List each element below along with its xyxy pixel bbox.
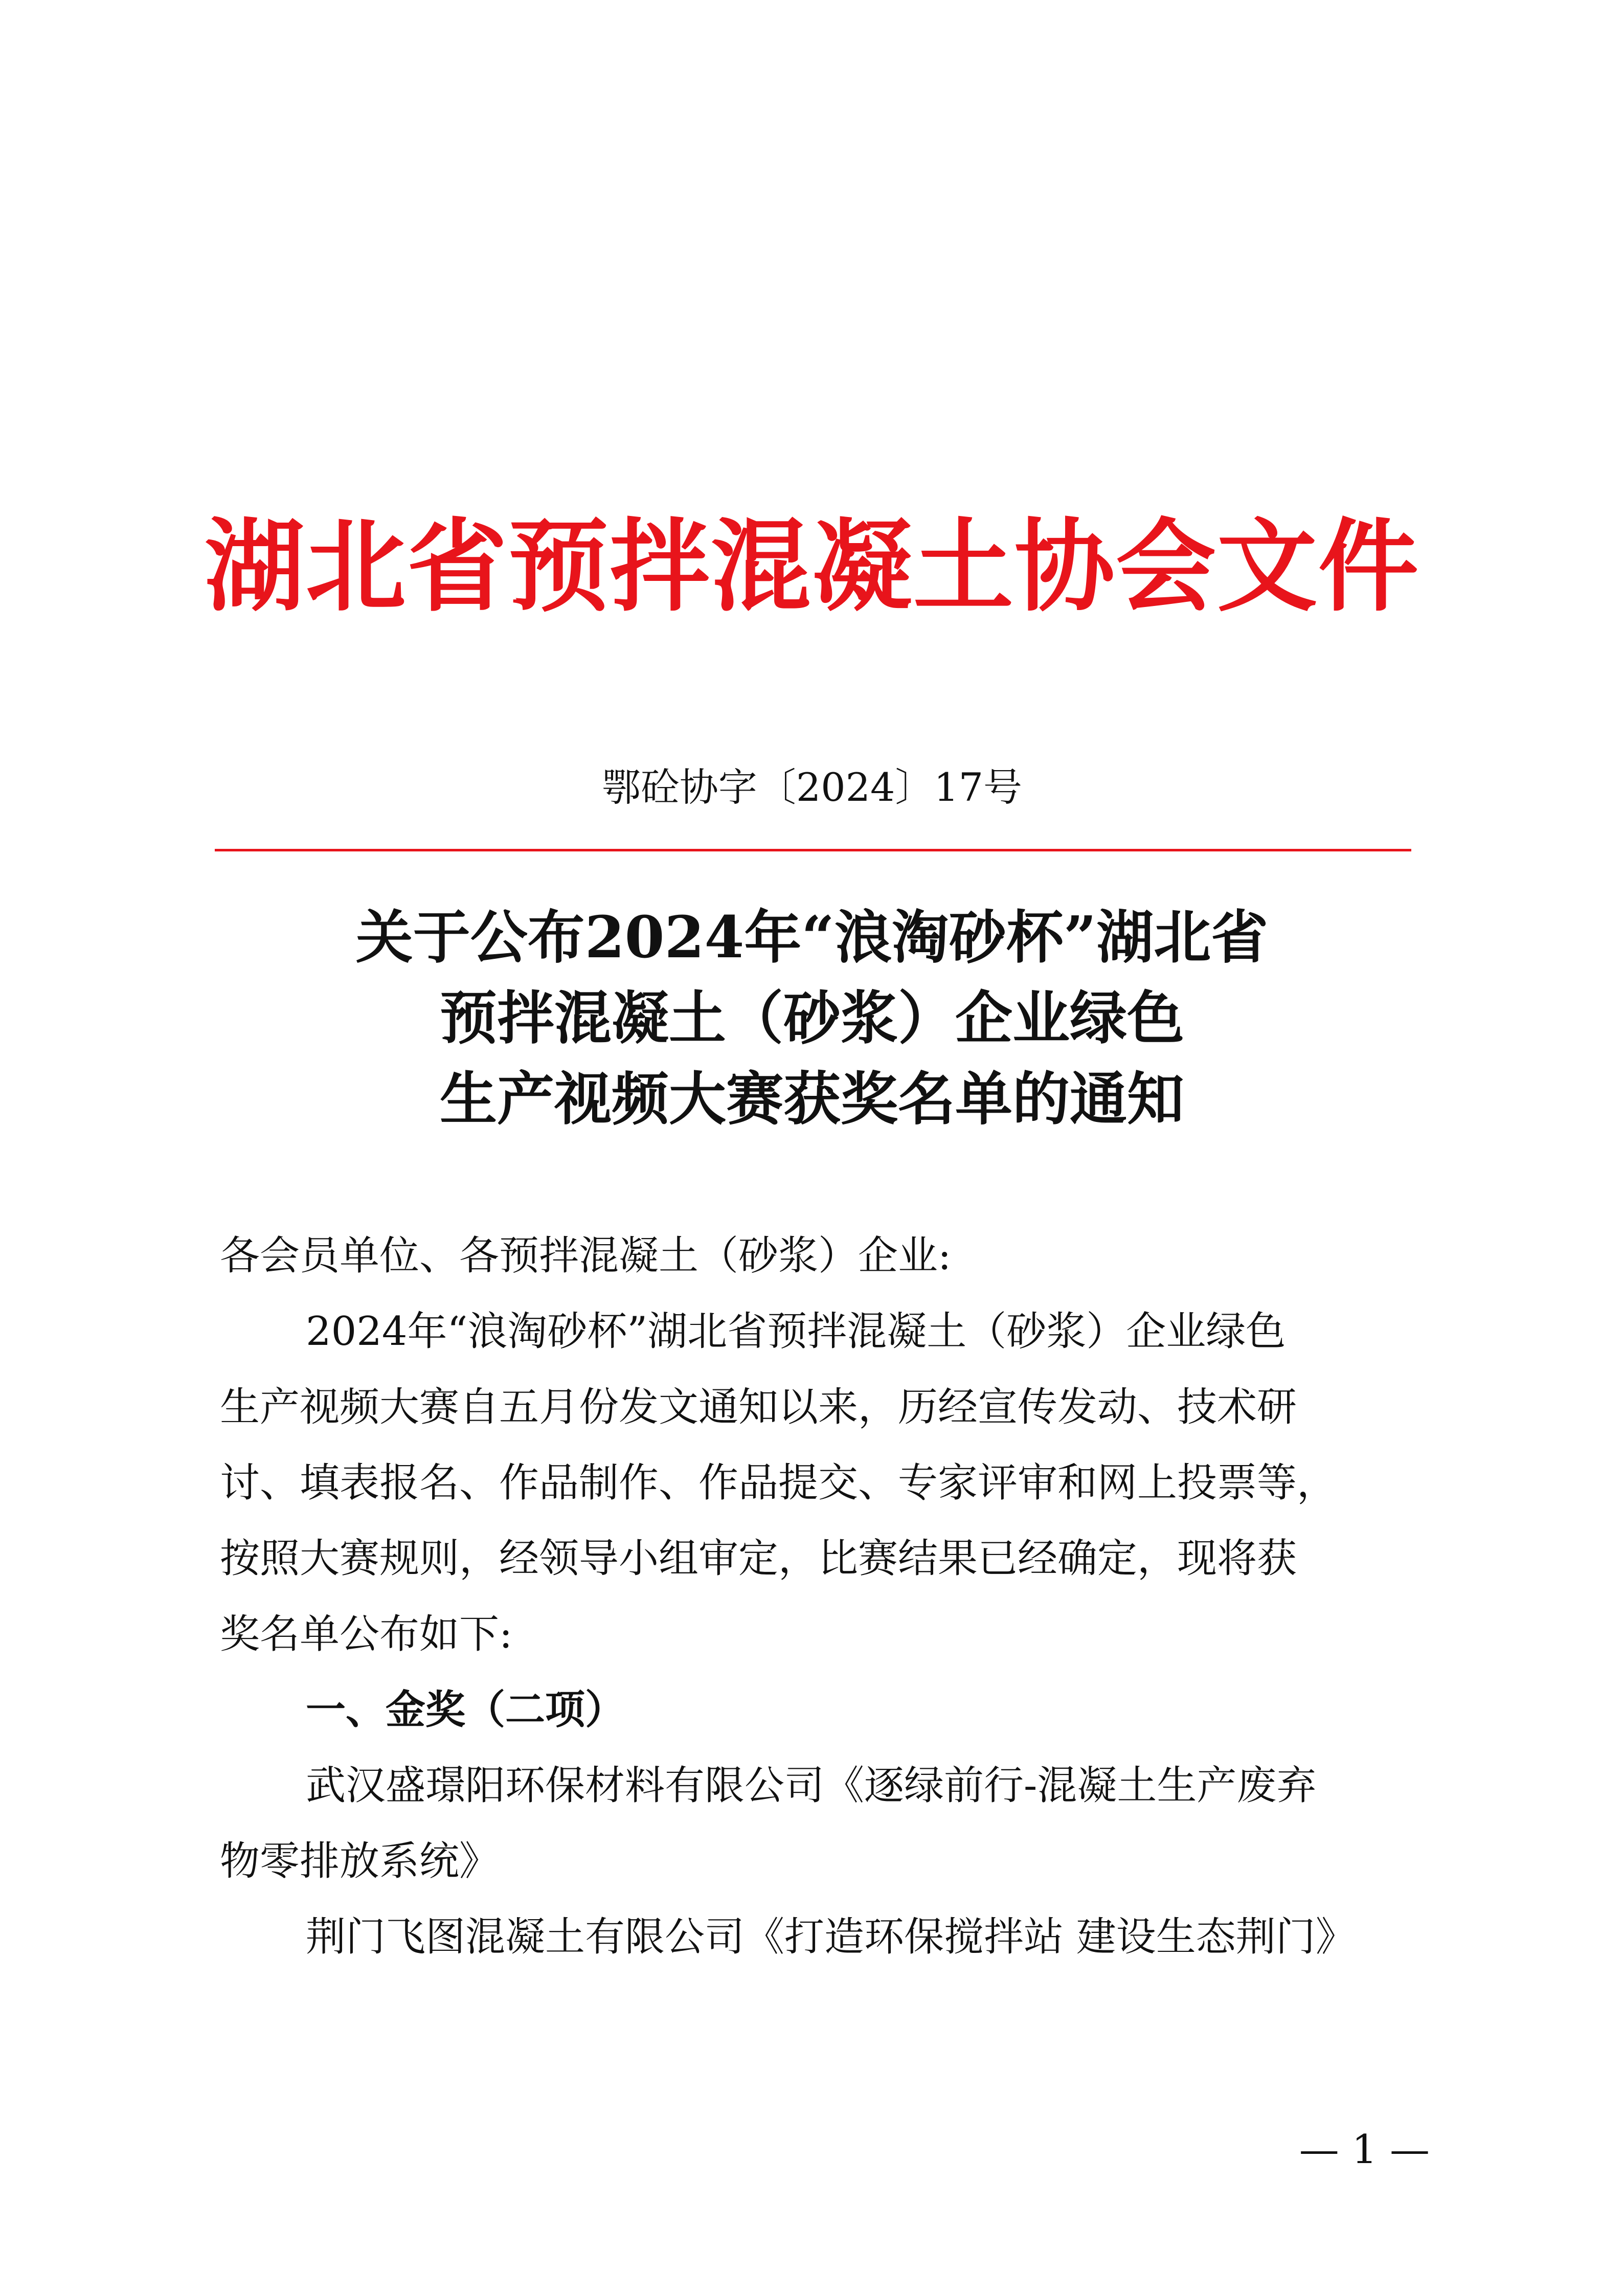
intro-line-4: 按照大赛规则，经领导小组审定，比赛结果已经确定，现将获 bbox=[220, 1536, 1297, 1582]
issuer-title: 湖北省预拌混凝土协会文件 bbox=[204, 508, 1419, 625]
intro-line-2: 生产视频大赛自五月份发文通知以来，历经宣传发动、技术研 bbox=[220, 1384, 1297, 1430]
intro-line-5: 奖名单公布如下: bbox=[220, 1611, 513, 1657]
red-divider-line bbox=[215, 849, 1411, 851]
award-1-line-2: 物零排放系统》 bbox=[220, 1838, 500, 1884]
award-1-line-1: 武汉盛璟阳环保材料有限公司《逐绿前行-混凝土生产废弃 bbox=[306, 1763, 1317, 1809]
section-heading-gold-award: 一、金奖（二项） bbox=[306, 1687, 625, 1733]
intro-line-1: 2024年“浪淘砂杯”湖北省预拌混凝土（砂浆）企业绿色 bbox=[306, 1309, 1286, 1355]
intro-line-3: 讨、填表报名、作品制作、作品提交、专家评审和网上投票等， bbox=[220, 1460, 1337, 1506]
page-number: — 1 — bbox=[1299, 2127, 1430, 2173]
notice-title-line-3: 生产视频大赛获奖名单的通知 bbox=[440, 1066, 1184, 1133]
notice-body bbox=[220, 1218, 1411, 1975]
award-2-line-1: 荆门飞图混凝土有限公司《打造环保搅拌站 建设生态荆门》 bbox=[306, 1914, 1356, 1960]
document-number: 鄂砼协字〔2024〕17号 bbox=[601, 764, 1023, 810]
notice-title-line-2: 预拌混凝土（砂浆）企业绿色 bbox=[440, 985, 1184, 1052]
notice-title-line-1: 关于公布2024年“浪淘砂杯”湖北省 bbox=[355, 904, 1269, 971]
notice-title bbox=[215, 897, 1409, 1140]
salutation: 各会员单位、各预拌混凝土（砂浆）企业: bbox=[220, 1233, 952, 1279]
